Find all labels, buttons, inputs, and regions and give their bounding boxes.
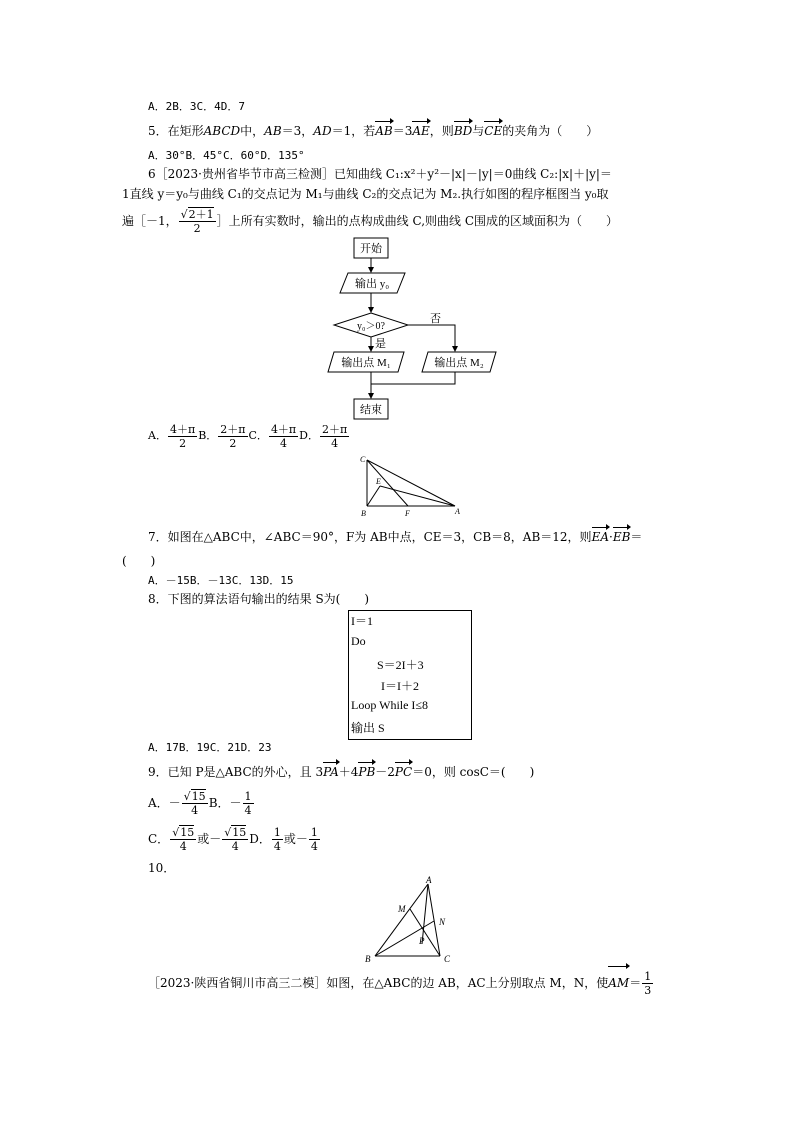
vector-ab: AB	[375, 124, 393, 138]
q10-triangle-figure	[360, 874, 470, 968]
q7-label-c: C	[360, 455, 366, 464]
code-line-5: Loop While I≤8	[351, 698, 429, 712]
code-line-3: S＝2I＋3	[377, 658, 424, 672]
output-m1-label: 输出点 M₁	[341, 357, 391, 369]
condition-label: y₀＞0?	[357, 321, 385, 332]
q8-algorithm-box	[348, 610, 472, 740]
no-label: 否	[430, 313, 441, 325]
code-line-6: 输出 S	[351, 721, 385, 735]
q10-stem: ［2023·陕西省铜川市高三二模］如图，在△ABC的边 AB，AC上分别取点 M，N，使AM＝ $\frac{1}{3}$	[148, 970, 652, 997]
vector-pb: PB	[358, 765, 376, 779]
q7-paren: ( )	[122, 554, 156, 568]
flowchart	[320, 236, 510, 422]
code-line-2: Do	[351, 634, 366, 648]
q5-stem: 5．在矩形ABCD中，AB＝3，AD＝1，若AB＝3AE，则BD与CE的夹角为（ ）	[148, 124, 599, 138]
yes-label: 是	[375, 338, 386, 350]
q7-label-e: E	[376, 477, 381, 486]
input-label: 输出 y₀	[354, 278, 390, 290]
vector-pa: PA	[323, 765, 339, 779]
code-line-4: I＝I＋2	[381, 679, 419, 693]
q6-line3: 遍［－1， $\frac{√2+1}{2}$ ］上所有实数时，输出的点构成曲线 C,则曲线 C围成的区域面积为（ ）	[122, 208, 619, 235]
end-label: 结束	[360, 404, 382, 416]
q10-label-b: B	[365, 954, 371, 964]
q10-label-n: N	[439, 917, 446, 927]
q7-label-f: F	[405, 509, 410, 518]
vector-ea: EA	[591, 530, 609, 544]
output-m2-label: 输出点 M₂	[434, 357, 484, 369]
q10-label-p: P	[419, 936, 425, 946]
q10-number: 10．	[148, 861, 176, 875]
q7-options: A．－15B．－13C．13D．15	[148, 574, 294, 587]
q6-options: A． $\frac{4+\pi}{2}$ B． $\frac{2+\pi}{2}$ C． $\frac{4+\pi}{4}$ D． $\frac{2+\pi}{4}$	[148, 422, 348, 450]
vector-ce: CE	[484, 124, 503, 138]
q4-options: A．2B．3C．4D．7	[148, 100, 245, 113]
q8-stem: 8．下图的算法语句输出的结果 S为( )	[148, 592, 370, 606]
vector-pc: PC	[394, 765, 413, 779]
q7-stem: 7．如图在△ABC中，∠ABC＝90°，F为 AB中点，CE＝3，CB＝8，AB＝12，则EA·EB＝	[148, 530, 643, 544]
vector-bd: BD	[453, 124, 473, 138]
vector-ae: AE	[412, 124, 430, 138]
q7-triangle-figure	[355, 454, 465, 520]
q10-label-m: M	[398, 904, 406, 914]
q8-options: A．17B．19C．21D．23	[148, 741, 272, 754]
q7-label-b: B	[361, 509, 366, 518]
q6-fraction: $\frac{√2+1}{2}$	[180, 208, 214, 235]
q9-options-ab: A．－ $\frac{√15}{4}$ B．－ $\frac{1}{4}$	[148, 790, 252, 817]
vector-eb: EB	[612, 530, 631, 544]
q5-options: A．30°B．45°C．60°D．135°	[148, 149, 305, 162]
q10-label-a: A	[426, 875, 432, 885]
q6-line1: 6［2023·贵州省毕节市高三检测］已知曲线 C₁:x²＋y²－|x|－|y|＝0曲线 C₂:|x|＋|y|＝	[148, 167, 612, 181]
q7-label-a: A	[455, 507, 460, 516]
start-label: 开始	[360, 243, 382, 255]
code-line-1: I＝1	[351, 614, 373, 628]
q10-label-c: C	[444, 954, 451, 964]
q9-options-cd: C． $\frac{√15}{4}$ 或－ $\frac{√15}{4}$ D． $\frac{1}{4}$ 或－ $\frac{1}{4}$	[148, 826, 318, 853]
vector-am: AM	[608, 968, 629, 998]
q6-line2: 1直线 y＝y₀与曲线 C₁的交点记为 M₁与曲线 C₂的交点记为 M₂.执行如图的程序框图当 y₀取	[122, 187, 609, 201]
q9-stem: 9．已知 P是△ABC的外心，且 3PA＋4PB－2PC＝0，则 cosC＝( )	[148, 765, 535, 779]
